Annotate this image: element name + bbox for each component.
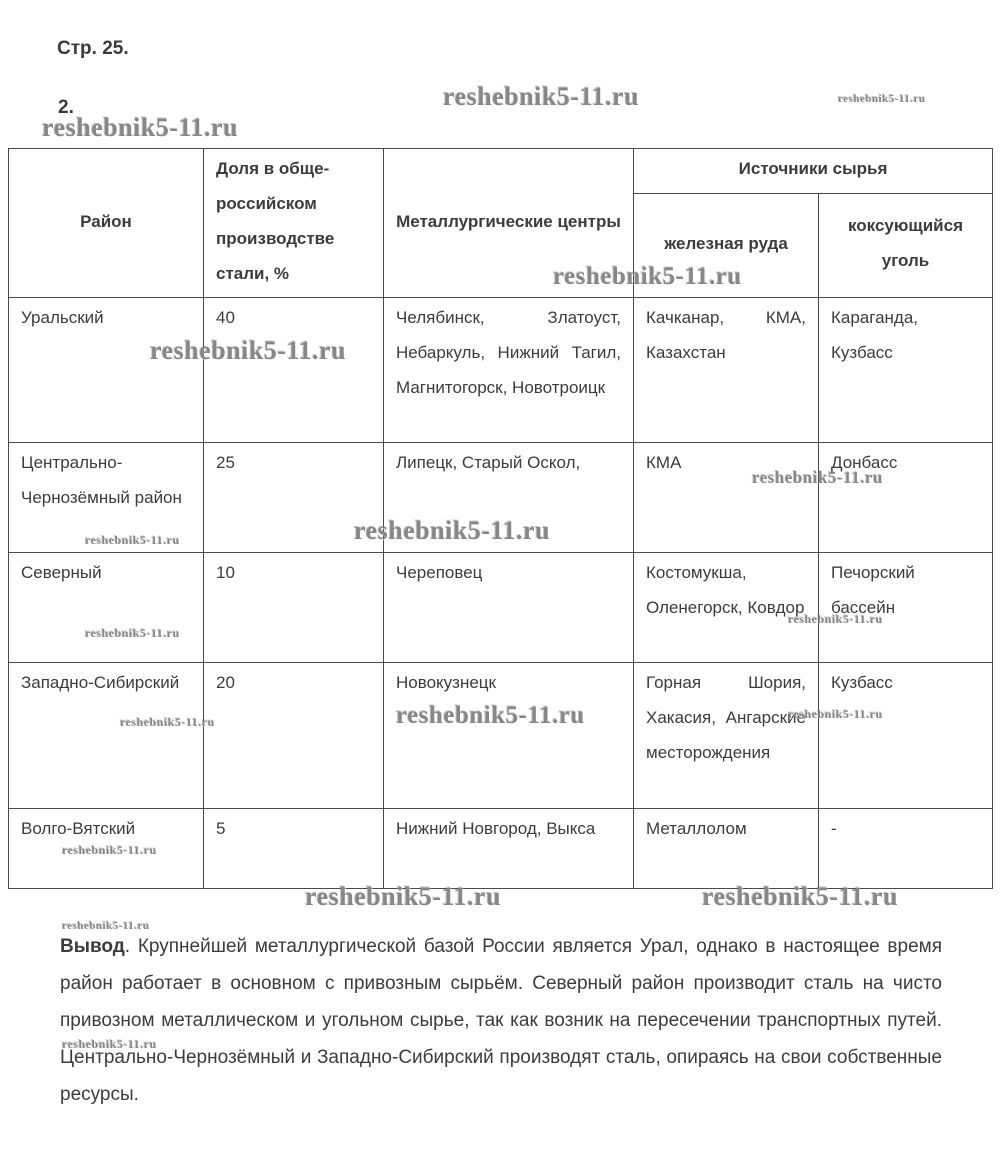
cell-centers: Череповец <box>384 553 634 663</box>
cell-iron-ore: Металлолом <box>634 809 819 889</box>
column-header-region: Район <box>9 149 204 298</box>
cell-share: 10 <box>204 553 384 663</box>
cell-region: Волго-Вятский <box>9 809 204 889</box>
watermark: reshebnik5-11.ru <box>85 533 180 547</box>
column-header-coking-coal: коксующийся уголь <box>819 193 993 297</box>
column-header-centers: Металлургические центры <box>384 149 634 298</box>
watermark: reshebnik5-11.ru <box>85 626 180 640</box>
cell-coking-coal: Кузбасс <box>819 663 993 809</box>
watermark: reshebnik5-11.ru <box>396 702 585 729</box>
cell-iron-ore: Костомукша, Оленегорск, Ковдор <box>634 553 819 663</box>
metallurgy-table <box>8 148 993 889</box>
watermark: reshebnik5-11.ru <box>62 1037 157 1051</box>
cell-iron-ore: Качканар, КМА, Казахстан <box>634 298 819 443</box>
conclusion-text: . Крупнейшей металлургической базой России является Урал, однако в настоящее время район работает в основном с привозным сырьём. Северный район производит сталь на чисто привозном металлическом и угольном сырье, так как возник на пересечении транспортных путей. Центрально-Чернозёмный и Западно-Сибирский производят сталь, опираясь на свои собственные ресурсы. <box>60 936 942 1105</box>
cell-region: Центрально-Чернозёмный район <box>9 443 204 553</box>
column-header-sources-group: Источники сырья <box>634 149 993 194</box>
cell-share: 20 <box>204 663 384 809</box>
cell-share: 5 <box>204 809 384 889</box>
column-header-iron-ore: железная руда <box>634 193 819 297</box>
watermark: reshebnik5-11.ru <box>62 843 157 857</box>
cell-region: Северный <box>9 553 204 663</box>
cell-share: 25 <box>204 443 384 553</box>
watermark: reshebnik5-11.ru <box>42 113 239 142</box>
watermark: reshebnik5-11.ru <box>150 336 347 365</box>
watermark: reshebnik5-11.ru <box>788 612 883 626</box>
watermark: reshebnik5-11.ru <box>788 707 883 721</box>
cell-iron-ore: Горная Шория, Хакасия, Ангарские месторождения <box>634 663 819 809</box>
cell-coking-coal: - <box>819 809 993 889</box>
conclusion-paragraph <box>60 928 942 1113</box>
cell-coking-coal: Печорский бассейн <box>819 553 993 663</box>
watermark: reshebnik5-11.ru <box>752 468 883 487</box>
table-row-severny <box>9 553 993 663</box>
table-row-zapadno-sibirsky <box>9 663 993 809</box>
watermark: reshebnik5-11.ru <box>354 516 551 545</box>
page-number-label: Стр. 25. <box>57 38 129 59</box>
watermark: reshebnik5-11.ru <box>120 715 215 729</box>
column-header-share: Доля в обще-российском производстве стали, % <box>204 149 384 298</box>
table-header-row-top <box>9 149 993 194</box>
cell-share: 40 <box>204 298 384 443</box>
cell-coking-coal: Донбасс <box>819 443 993 553</box>
conclusion-label: Вывод <box>60 936 125 957</box>
watermark: reshebnik5-11.ru <box>838 93 926 105</box>
cell-centers: Липецк, Старый Оскол, <box>384 443 634 553</box>
cell-iron-ore: КМА <box>634 443 819 553</box>
cell-region: Уральский <box>9 298 204 443</box>
watermark: reshebnik5-11.ru <box>305 882 502 911</box>
table-row-volgo-vyatsky <box>9 809 993 889</box>
watermark: reshebnik5-11.ru <box>553 263 742 290</box>
table-row-central-chernozem <box>9 443 993 553</box>
watermark: reshebnik5-11.ru <box>62 920 150 932</box>
cell-centers: Челябинск, Златоуст, Небаркуль, Нижний Тагил, Магнитогорск, Новотроицк <box>384 298 634 443</box>
cell-centers: Нижний Новгород, Выкса <box>384 809 634 889</box>
cell-coking-coal: Караганда, Кузбасс <box>819 298 993 443</box>
watermark: reshebnik5-11.ru <box>443 82 640 111</box>
cell-centers: Новокузнецк <box>384 663 634 809</box>
cell-region: Западно-Сибирский <box>9 663 204 809</box>
watermark: reshebnik5-11.ru <box>702 882 899 911</box>
exercise-number: 2. <box>58 97 74 118</box>
table-row-uralsky <box>9 298 993 443</box>
